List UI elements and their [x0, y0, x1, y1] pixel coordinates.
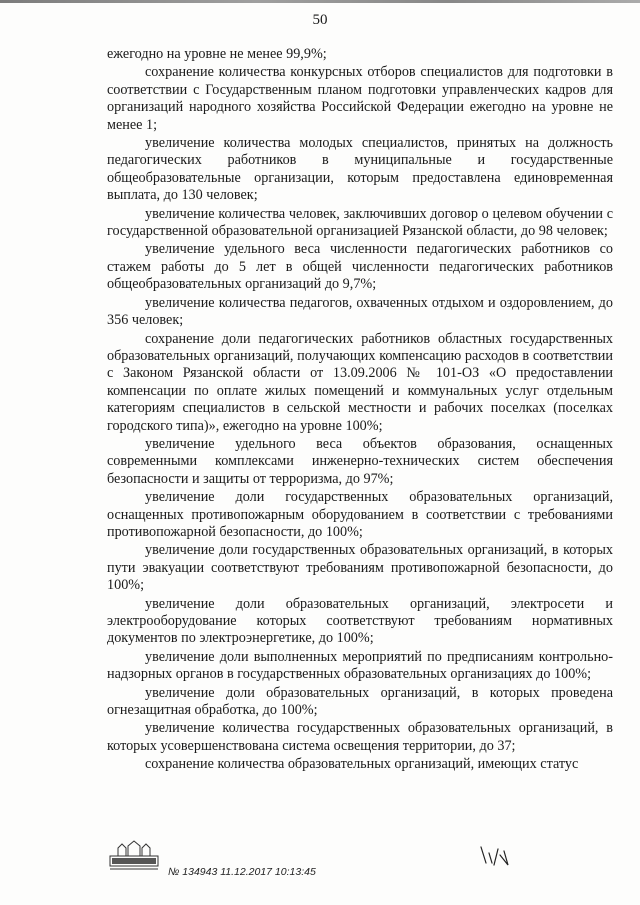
paragraph: сохранение количества образовательных организаций, имеющих статус: [145, 756, 579, 773]
paragraph: увеличение доли образовательных организаций, электросети и электрооборудование которых соответствуют требованиям нормативных документов по электроэнергетике, до 100%;: [107, 595, 613, 647]
paragraph: увеличение доли государственных образовательных организаций, в которых пути эвакуации соответствуют требованиям противопожарной безопасности, до 100%;: [107, 542, 613, 594]
paragraph: сохранение количества конкурсных отборов специалистов для подготовки в соответствии с Государственным планом подготовки управленческих кадров для организаций народного хозяйства Российской Федерации ежегодно на уровне не менее 1;: [107, 64, 613, 133]
paragraph: увеличение количества педагогов, охваченных отдыхом и оздоровлением, до 356 человек;: [107, 294, 613, 329]
paragraph: увеличение количества молодых специалистов, принятых на должность педагогических работников в муниципальные и государственные общеобразовательные организации, которым предоставлена единовременная выплата, до 130 человек;: [107, 135, 613, 204]
paragraph: увеличение количества человек, заключивших договор о целевом обучении с государственной образовательной организацией Рязанской области, до 98 человек;: [107, 205, 613, 240]
page-number: 50: [312, 12, 328, 28]
paragraph: ежегодно на уровне не менее 99,9%;: [107, 46, 327, 62]
paragraph: увеличение количества государственных образовательных организаций, в которых усовершенствована система освещения территории, до 37;: [107, 720, 613, 754]
paragraph: увеличение удельного веса численности педагогических работников со стажем работы до 5 лет в общей численности педагогических работников общеобразовательных организаций до 9,7%;: [107, 241, 613, 293]
paragraph: сохранение доли педагогических работников областных государственных образовательных организаций, получающих компенсацию расходов в соответствии с Законом Рязанской области от 13.09.2006 № 101-ОЗ «О предоставлении компенсации по оплате жилых помещений и коммунальных услуг отдельным категориям специалистов в сельской местности и рабочих поселках (поселках городского типа)», ежегодно на уровне 100%;: [107, 330, 613, 434]
signature-mark-icon: [478, 843, 518, 869]
paragraph: увеличение доли выполненных мероприятий по предписаниям контрольно-надзорных органов в государственных образовательных организациях до 100%;: [107, 648, 613, 683]
registry-stamp-icon: [108, 838, 160, 872]
paragraph: увеличение доли образовательных организаций, в которых проведена огнезащитная обработка, до 100%;: [107, 684, 613, 719]
scan-edge: [0, 0, 640, 3]
document-body: [107, 46, 613, 775]
paragraph: увеличение удельного веса объектов образования, оснащенных современными комплексами инженерно-технических систем обеспечения безопасности и защиты от терроризма, до 97%;: [107, 435, 613, 487]
registration-number: № 134943 11.12.2017 10:13:45: [168, 866, 316, 878]
paragraph: увеличение доли государственных образовательных организаций, оснащенных противопожарным оборудованием в соответствии с требованиями противопожарной безопасности, до 100%;: [107, 489, 613, 540]
